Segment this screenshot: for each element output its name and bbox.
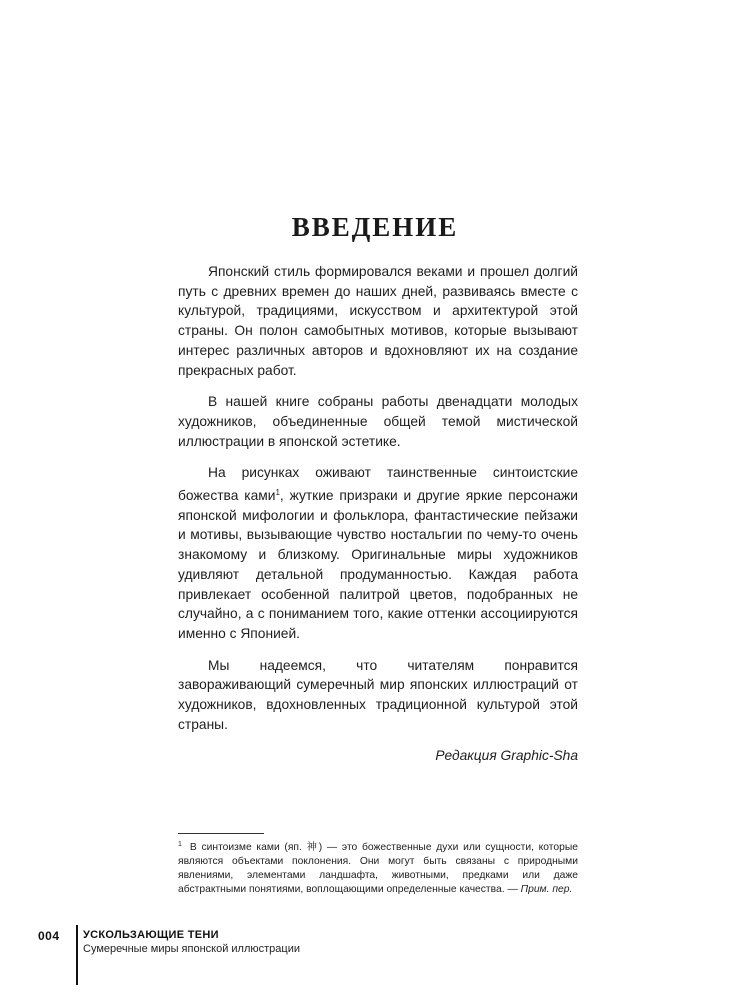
paragraph-3 bbox=[178, 463, 578, 643]
book-subtitle: Сумеречные миры японской иллюстрации bbox=[83, 943, 300, 955]
paragraph-3-rest: , жуткие призраки и другие яркие персонажи японской мифологии и фольклора, фантастические пейзажи и мотивы, вызывающие чувство ностальгии по чему-то очень знакомому и близкому. Оригинальные миры художников удивляют детальной продуманностью. Каждая работа привлекает особенной палитрой цветов, подобранных не случайно, а с пониманием того, какие оттенки ассоциируются именно с Японией. bbox=[178, 488, 578, 641]
page-title: ВВЕДЕНИЕ bbox=[291, 212, 459, 242]
introduction-text bbox=[178, 262, 578, 766]
footnote-text: В синтоизме ками (яп. 神) — это божественные духи или сущности, которые являются объектами поклонения. Они могут быть связаны с природными явлениями, элементами ландшафта, животными, предками или даже абстрактными понятиями, воплощающими определенные качества. — bbox=[178, 842, 578, 895]
footnote-translator-note: Прим. пер. bbox=[520, 884, 573, 895]
paragraph-1: Японский стиль формировался веками и прошел долгий путь с древних времен до наших дней, развиваясь вместе с культурой, традициями, искусством и архитектурой этой страны. Он полон самобытных мотивов, которые вызывают интерес различных авторов и вдохновляют их на создание прекрасных работ. bbox=[178, 264, 578, 378]
footnote bbox=[178, 838, 578, 897]
footer-divider bbox=[76, 925, 78, 985]
paragraph-4: Мы надеемся, что читателям понравится завораживающий сумеречный мир японских иллюстраций от художников, вдохновленных традиционной культурой этой страны. bbox=[178, 657, 578, 732]
footnote-mark: 1 bbox=[178, 841, 182, 848]
footnote-divider bbox=[178, 833, 264, 834]
paragraph-3-start: На рисунках оживают таинственные синтоистские божества ками bbox=[178, 465, 578, 504]
book-title: УСКОЛЬЗАЮЩИЕ ТЕНИ bbox=[83, 929, 219, 941]
paragraph-2: В нашей книге собраны работы двенадцати молодых художников, объединенные общей темой мистической иллюстрации в японской эстетике. bbox=[178, 394, 578, 449]
page-number: 004 bbox=[38, 929, 60, 943]
signature: Редакция Graphic-Sha bbox=[435, 748, 578, 764]
footnote-reference: 1 bbox=[275, 488, 280, 498]
